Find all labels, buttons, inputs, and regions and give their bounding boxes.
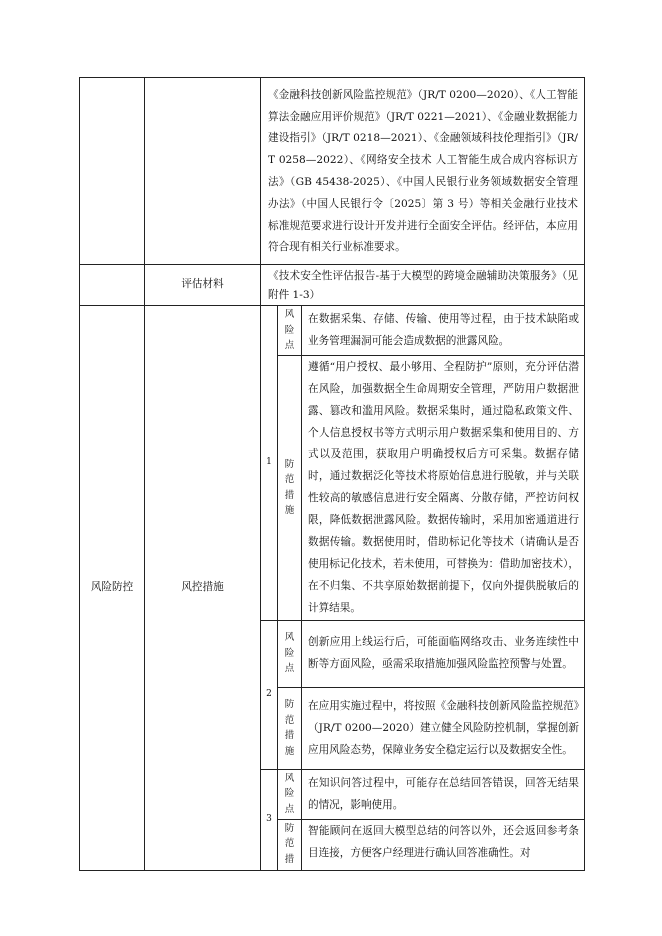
standards-row [80, 78, 585, 265]
risk-subcategory: 风控措施 [145, 306, 261, 871]
document-table [79, 77, 585, 871]
eval-material-label: 评估材料 [145, 265, 261, 306]
risk-point-label-1: 风 险 点 [278, 306, 302, 356]
measure-text-3: 智能顾问在返回大模型总结的问答以外，还会返回参考条目连接，方便客户经理进行确认回答准确性。对 [302, 819, 585, 870]
category-cell-empty-2 [80, 265, 145, 306]
item-number-1: 1 [261, 306, 278, 621]
subcategory-cell-empty [145, 78, 261, 265]
risk-point-text-1: 在数据采集、存储、传输、使用等过程，由于技术缺陷或业务管理漏洞可能会造成数据的泄露风险。 [302, 306, 585, 356]
measure-label-1: 防 范 措 施 [278, 355, 302, 620]
measure-text-1: 遵循“用户授权、最小够用、全程防护”原则，充分评估潜在风险，加强数据全生命周期安全管理，严防用户数据泄露、篡改和滥用风险。数据采集时，通过隐私政策文件、个人信息授权书等方式明示用户数据采集和使用目的、方式以及范围，获取用户明确授权后方可采集。数据存储时，通过数据泛化等技术将原始信息进行脱敏，并与关联性较高的敏感信息进行安全隔离、分散存储，严控访问权限，降低数据泄露风险。数据传输时，采用加密通道进行数据传输。数据使用时，借助标记化等技术（请确认是否使用标记化技术，若未使用，可替换为：借助加密技术），在不归集、不共享原始数据前提下，仅向外提供脱敏后的计算结果。 [302, 355, 585, 620]
item-number-3: 3 [261, 769, 278, 870]
risk-category: 风险防控 [80, 306, 145, 871]
item-number-2: 2 [261, 620, 278, 769]
eval-material-row [80, 265, 585, 306]
risk-row-1 [80, 306, 585, 356]
eval-material-text: 《技术安全性评估报告-基于大模型的跨境金融辅助决策服务》（见附件 1-3） [261, 265, 585, 306]
measure-label-2: 防 范 措 施 [278, 687, 302, 769]
risk-point-text-2: 创新应用上线运行后，可能面临网络攻击、业务连续性中断等方面风险，亟需采取措施加强风险监控预警与处置。 [302, 620, 585, 687]
measure-label-3: 防 范 措 [278, 819, 302, 870]
risk-point-label-3: 风 险 点 [278, 769, 302, 819]
category-cell-empty [80, 78, 145, 265]
risk-point-label-2: 风 险 点 [278, 620, 302, 687]
risk-point-text-3: 在知识问答过程中，可能存在总结回答错误，回答无结果的情况，影响使用。 [302, 769, 585, 819]
standards-text: 《金融科技创新风险监控规范》（JR/T 0200—2020）、《人工智能算法金融应用评价规范》（JR/T 0221—2021）、《金融业数据能力建设指引》（JR/T 0218—2021）、《金融领域科技伦理指引》（JR/T 0258—2022）、《网络安全技术 人工智能生成合成内容标识方法》（GB 45438-2025）、《中国人民银行业务领域数据安全管理办法》（中国人民银行令〔2025〕第 3 号）等相关金融行业技术标准规范要求进行设计开发并进行全面安全评估。经评估，本应用符合现有相关行业标准要求。 [261, 78, 585, 265]
measure-text-2: 在应用实施过程中，将按照《金融科技创新风险监控规范》（JR/T 0200—2020）建立健全风险防控机制，掌握创新应用风险态势，保障业务安全稳定运行以及数据安全性。 [302, 687, 585, 769]
